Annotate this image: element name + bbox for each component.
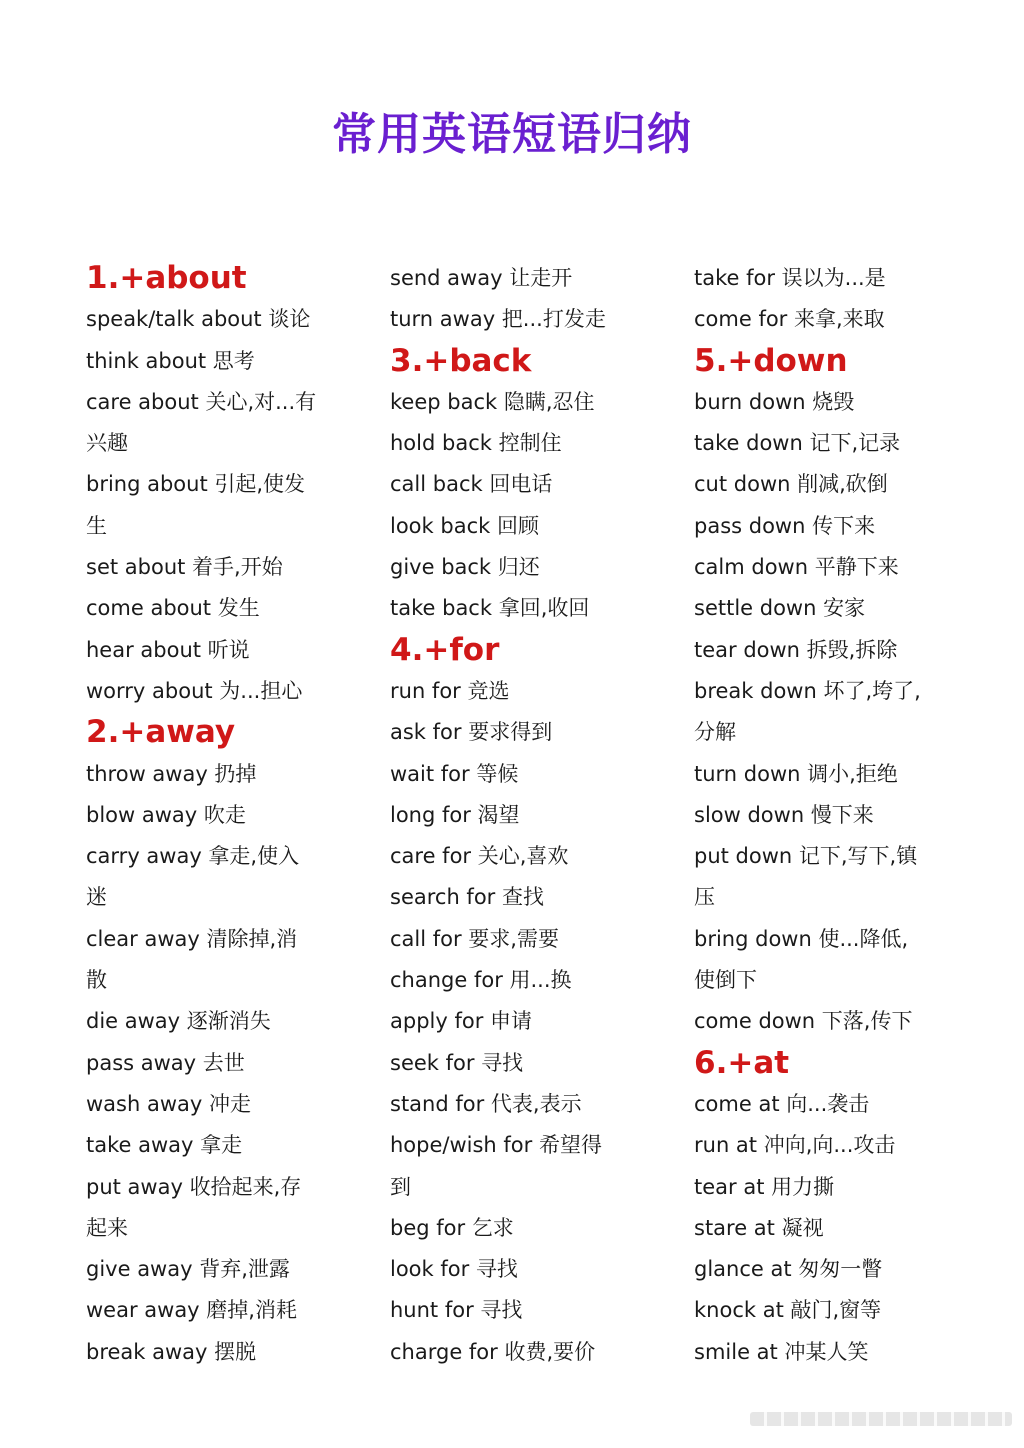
phrase-line: bring about 引起,使发 <box>86 472 306 497</box>
phrase-line: take back 拿回,收回 <box>390 596 590 621</box>
phrase-line: wear away 磨掉,消耗 <box>86 1298 297 1323</box>
phrase-line: put away 收拾起来,存 <box>86 1174 302 1199</box>
phrase-line: hear about 听说 <box>86 637 250 662</box>
phrase-line: worry about 为...担心 <box>86 678 303 703</box>
phrase-line: clear away 清除掉,消 <box>86 926 298 951</box>
phrase-line: break down 坏了,垮了, <box>694 678 921 703</box>
phrase-line: look back 回顾 <box>390 513 539 538</box>
phrase-line: throw away 扔掉 <box>86 761 257 786</box>
phrase-line: tear down 拆毁,拆除 <box>694 637 898 662</box>
phrase-line: beg for 乞求 <box>390 1215 514 1240</box>
phrase-line: wait for 等候 <box>390 761 519 786</box>
phrase-line: wash away 冲走 <box>86 1091 251 1116</box>
phrase-line: send away 让走开 <box>390 266 573 290</box>
phrase-line: call back 回电话 <box>390 472 553 497</box>
phrase-line: look for 寻找 <box>390 1257 518 1282</box>
phrase-line: give back 归还 <box>390 555 540 580</box>
phrase-line: knock at 敲门,窗等 <box>694 1298 882 1323</box>
phrase-line: settle down 安家 <box>694 596 866 621</box>
phrase-line: slow down 慢下来 <box>694 802 874 827</box>
phrase-line: 使倒下 <box>694 968 757 993</box>
column-1 <box>86 258 356 1373</box>
phrase-line: seek for 寻找 <box>390 1050 524 1075</box>
phrase-line: come about 发生 <box>86 596 260 621</box>
phrase-line: glance at 匆匆一瞥 <box>694 1257 883 1282</box>
phrase-line: pass down 传下来 <box>694 513 876 538</box>
section-heading: 6.+at <box>694 1044 790 1081</box>
section-heading: 1.+about <box>86 260 247 296</box>
phrase-line: bring down 使...降低, <box>694 926 909 951</box>
phrase-line: long for 渴望 <box>390 802 520 827</box>
phrase-line: run at 冲向,向...攻击 <box>694 1133 896 1158</box>
phrase-line: hold back 控制住 <box>390 431 562 456</box>
phrase-line: burn down 烧毁 <box>694 389 855 414</box>
phrase-line: 迷 <box>86 885 107 910</box>
phrase-line: stand for 代表,表示 <box>390 1091 582 1116</box>
phrase-line: search for 查找 <box>390 885 544 910</box>
phrase-line: 分解 <box>694 720 736 745</box>
phrase-line: 到 <box>390 1174 411 1199</box>
phrase-line: give away 背弃,泄露 <box>86 1257 290 1282</box>
phrase-line: come for 来拿,来取 <box>694 307 885 332</box>
phrase-line: hunt for 寻找 <box>390 1298 523 1323</box>
section-heading: 4.+for <box>390 631 500 668</box>
phrase-line: put down 记下,写下,镇 <box>694 844 918 869</box>
phrase-line: pass away 去世 <box>86 1050 245 1075</box>
phrase-line: run for 竞选 <box>390 678 510 703</box>
phrase-line: turn away 把...打发走 <box>390 307 606 332</box>
phrase-line: turn down 调小,拒绝 <box>694 761 898 786</box>
phrase-line: care for 关心,喜欢 <box>390 844 569 869</box>
phrase-line: die away 逐渐消失 <box>86 1009 271 1034</box>
page-title: 常用英语短语归纳 <box>332 109 692 160</box>
phrase-line: calm down 平静下来 <box>694 555 899 580</box>
phrase-line: apply for 申请 <box>390 1009 533 1034</box>
section-heading: 5.+down <box>694 342 848 379</box>
phrase-line: cut down 削减,砍倒 <box>694 472 888 497</box>
phrase-line: change for 用...换 <box>390 968 572 993</box>
phrase-line: smile at 冲某人笑 <box>694 1339 869 1364</box>
phrase-line: stare at 凝视 <box>694 1215 824 1240</box>
phrase-line: care about 关心,对...有 <box>86 389 317 414</box>
phrase-line: charge for 收费,要价 <box>390 1339 596 1364</box>
phrase-line: 兴趣 <box>86 431 128 456</box>
phrase-line: hope/wish for 希望得 <box>390 1133 602 1158</box>
phrase-line: take for 误以为...是 <box>694 266 886 290</box>
phrase-line: 散 <box>86 968 107 993</box>
phrase-line: tear at 用力撕 <box>694 1174 835 1199</box>
phrase-line: speak/talk about 谈论 <box>86 307 311 332</box>
bottom-scroll-indicator <box>750 1412 1012 1426</box>
phrase-line: 起来 <box>86 1215 128 1240</box>
phrase-line: come at 向...袭击 <box>694 1091 870 1116</box>
phrase-line: carry away 拿走,使入 <box>86 844 300 869</box>
phrase-line: come down 下落,传下 <box>694 1009 913 1034</box>
phrase-line: 生 <box>86 513 107 538</box>
column-3 <box>694 258 964 1373</box>
section-heading: 3.+back <box>390 342 532 379</box>
phrase-line: take away 拿走 <box>86 1133 243 1158</box>
section-heading: 2.+away <box>86 714 236 751</box>
phrase-line: blow away 吹走 <box>86 802 246 827</box>
phrase-line: take down 记下,记录 <box>694 431 901 456</box>
phrase-line: set about 着手,开始 <box>86 555 283 580</box>
phrase-line: keep back 隐瞒,忍住 <box>390 389 595 414</box>
phrase-line: think about 思考 <box>86 348 255 373</box>
phrase-line: call for 要求,需要 <box>390 926 559 951</box>
phrase-line: break away 摆脱 <box>86 1339 257 1364</box>
phrase-line: 压 <box>694 885 715 910</box>
phrase-line: ask for 要求得到 <box>390 720 553 745</box>
column-2 <box>390 258 660 1373</box>
